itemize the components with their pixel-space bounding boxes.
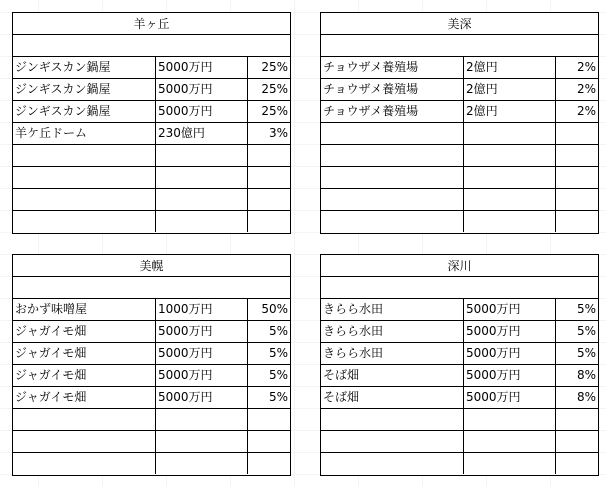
empty-row[interactable] [321, 277, 598, 299]
cell-amount[interactable]: 5000万円 [464, 365, 556, 386]
cell-facility-name[interactable] [321, 409, 464, 430]
cell-amount[interactable] [156, 145, 248, 166]
cell-percentage[interactable]: 2% [576, 60, 596, 74]
cell-facility-name[interactable]: きらら水田 [321, 299, 464, 320]
empty-row[interactable] [13, 35, 290, 57]
cell-amount[interactable]: 5000万円 [156, 343, 248, 364]
table-row [321, 365, 598, 387]
cell-amount[interactable] [464, 123, 556, 144]
cell-amount[interactable]: 5000万円 [464, 343, 556, 364]
cell-facility-name[interactable] [13, 211, 156, 232]
cell-percentage[interactable]: 5% [576, 302, 596, 316]
cell-percentage[interactable]: 25% [261, 104, 288, 118]
table-row [13, 387, 290, 409]
cell-amount[interactable]: 5000万円 [156, 101, 248, 122]
table-row [13, 57, 290, 79]
cell-amount[interactable]: 1000万円 [156, 299, 248, 320]
cell-facility-name[interactable]: ジャガイモ畑 [13, 365, 156, 386]
table-row [321, 299, 598, 321]
cell-percentage[interactable] [556, 453, 598, 474]
cell-amount[interactable] [156, 211, 248, 232]
cell-percentage[interactable]: 25% [261, 82, 288, 96]
table-row [13, 343, 290, 365]
table-row [321, 167, 598, 189]
table-row [321, 387, 598, 409]
region-table-bifuka [320, 12, 599, 234]
cell-amount[interactable]: 5000万円 [156, 387, 248, 408]
region-title[interactable]: 美幌 [13, 255, 290, 277]
cell-facility-name[interactable] [13, 431, 156, 452]
region-title[interactable]: 羊ヶ丘 [13, 13, 290, 35]
cell-facility-name[interactable]: ジャガイモ畑 [13, 321, 156, 342]
cell-percentage[interactable]: 8% [576, 368, 596, 382]
table-row [13, 101, 290, 123]
cell-facility-name[interactable] [13, 409, 156, 430]
table-row [321, 211, 598, 233]
table-row [321, 189, 598, 211]
table-row [321, 453, 598, 475]
cell-percentage[interactable]: 5% [576, 324, 596, 338]
cell-facility-name[interactable]: ジンギスカン鍋屋 [13, 79, 156, 100]
cell-percentage[interactable]: 5% [576, 346, 596, 360]
cell-facility-name[interactable] [321, 431, 464, 452]
cell-percentage[interactable] [556, 123, 598, 144]
cell-amount[interactable]: 5000万円 [156, 57, 248, 78]
cell-percentage[interactable] [248, 453, 290, 474]
table-body [13, 57, 290, 233]
cell-percentage[interactable] [556, 145, 598, 166]
cell-facility-name[interactable] [13, 453, 156, 474]
cell-percentage[interactable]: 2% [576, 82, 596, 96]
region-table-fukagawa [320, 254, 599, 476]
table-row [13, 409, 290, 431]
table-row [321, 343, 598, 365]
table-row [321, 431, 598, 453]
empty-row[interactable] [321, 35, 598, 57]
table-row [13, 299, 290, 321]
region-title[interactable]: 美深 [321, 13, 598, 35]
cell-percentage[interactable] [248, 189, 290, 210]
cell-facility-name[interactable] [321, 145, 464, 166]
cell-amount[interactable] [464, 453, 556, 474]
region-table-bihoro [12, 254, 291, 476]
cell-percentage[interactable] [556, 211, 598, 232]
cell-percentage[interactable] [248, 431, 290, 452]
cell-percentage[interactable]: 5% [268, 324, 288, 338]
cell-amount[interactable]: 5000万円 [156, 321, 248, 342]
cell-amount[interactable]: 5000万円 [464, 299, 556, 320]
table-body [13, 299, 290, 475]
cell-facility-name[interactable]: チョウザメ養殖場 [321, 57, 464, 78]
cell-amount[interactable]: 2億円 [464, 57, 556, 78]
cell-facility-name[interactable]: チョウザメ養殖場 [321, 101, 464, 122]
cell-facility-name[interactable]: きらら水田 [321, 321, 464, 342]
cell-amount[interactable] [464, 167, 556, 188]
cell-facility-name[interactable]: 羊ケ丘ドーム [13, 123, 156, 144]
table-row [13, 211, 290, 233]
cell-percentage[interactable]: 25% [261, 60, 288, 74]
table-row [13, 167, 290, 189]
table-row [321, 145, 598, 167]
cell-facility-name[interactable]: ジャガイモ畑 [13, 387, 156, 408]
cell-amount[interactable]: 2億円 [464, 79, 556, 100]
cell-amount[interactable] [156, 167, 248, 188]
cell-amount[interactable] [156, 189, 248, 210]
table-row [321, 79, 598, 101]
cell-amount[interactable] [156, 431, 248, 452]
cell-percentage[interactable] [556, 409, 598, 430]
cell-percentage[interactable] [556, 431, 598, 452]
table-row [321, 321, 598, 343]
cell-facility-name[interactable] [321, 167, 464, 188]
table-row [13, 145, 290, 167]
cell-amount[interactable] [464, 189, 556, 210]
cell-amount[interactable] [464, 431, 556, 452]
cell-percentage[interactable] [248, 409, 290, 430]
cell-facility-name[interactable] [13, 167, 156, 188]
cell-facility-name[interactable]: おかず味噌屋 [13, 299, 156, 320]
region-title[interactable]: 深川 [321, 255, 598, 277]
cell-percentage[interactable] [556, 167, 598, 188]
empty-row[interactable] [13, 277, 290, 299]
table-row [321, 409, 598, 431]
cell-facility-name[interactable]: ジンギスカン鍋屋 [13, 101, 156, 122]
cell-facility-name[interactable] [321, 453, 464, 474]
cell-facility-name[interactable]: そば畑 [321, 365, 464, 386]
cell-amount[interactable] [464, 409, 556, 430]
cell-amount[interactable]: 230億円 [156, 123, 248, 144]
cell-facility-name[interactable] [13, 189, 156, 210]
cell-facility-name[interactable]: そば畑 [321, 387, 464, 408]
table-row [13, 321, 290, 343]
table-row [13, 431, 290, 453]
table-row [13, 189, 290, 211]
cell-amount[interactable]: 5000万円 [464, 321, 556, 342]
cell-amount[interactable] [156, 453, 248, 474]
cell-facility-name[interactable] [321, 123, 464, 144]
table-row [321, 101, 598, 123]
cell-percentage[interactable]: 50% [261, 302, 288, 316]
cell-percentage[interactable]: 2% [576, 104, 596, 118]
cell-percentage[interactable]: 5% [268, 368, 288, 382]
cell-facility-name[interactable] [321, 211, 464, 232]
cell-amount[interactable]: 5000万円 [156, 79, 248, 100]
cell-percentage[interactable]: 3% [268, 126, 288, 140]
table-row [13, 365, 290, 387]
table-row [13, 453, 290, 475]
cell-facility-name[interactable]: ジンギスカン鍋屋 [13, 57, 156, 78]
table-row [13, 79, 290, 101]
cell-percentage[interactable] [248, 167, 290, 188]
table-row [13, 123, 290, 145]
cell-percentage[interactable] [248, 145, 290, 166]
cell-amount[interactable]: 5000万円 [156, 365, 248, 386]
cell-facility-name[interactable]: きらら水田 [321, 343, 464, 364]
region-table-hitsujigaoka [12, 12, 291, 234]
cell-percentage[interactable]: 5% [268, 390, 288, 404]
cell-amount[interactable] [156, 409, 248, 430]
cell-facility-name[interactable] [321, 189, 464, 210]
cell-percentage[interactable]: 5% [268, 346, 288, 360]
table-body [321, 57, 598, 233]
cell-amount[interactable] [464, 145, 556, 166]
table-row [321, 123, 598, 145]
cell-percentage[interactable]: 8% [576, 390, 596, 404]
cell-amount[interactable]: 5000万円 [464, 387, 556, 408]
cell-facility-name[interactable]: ジャガイモ畑 [13, 343, 156, 364]
cell-amount[interactable]: 2億円 [464, 101, 556, 122]
cell-facility-name[interactable] [13, 145, 156, 166]
cell-facility-name[interactable]: チョウザメ養殖場 [321, 79, 464, 100]
table-body [321, 299, 598, 475]
table-row [321, 57, 598, 79]
cell-amount[interactable] [464, 211, 556, 232]
cell-percentage[interactable] [248, 211, 290, 232]
cell-percentage[interactable] [556, 189, 598, 210]
